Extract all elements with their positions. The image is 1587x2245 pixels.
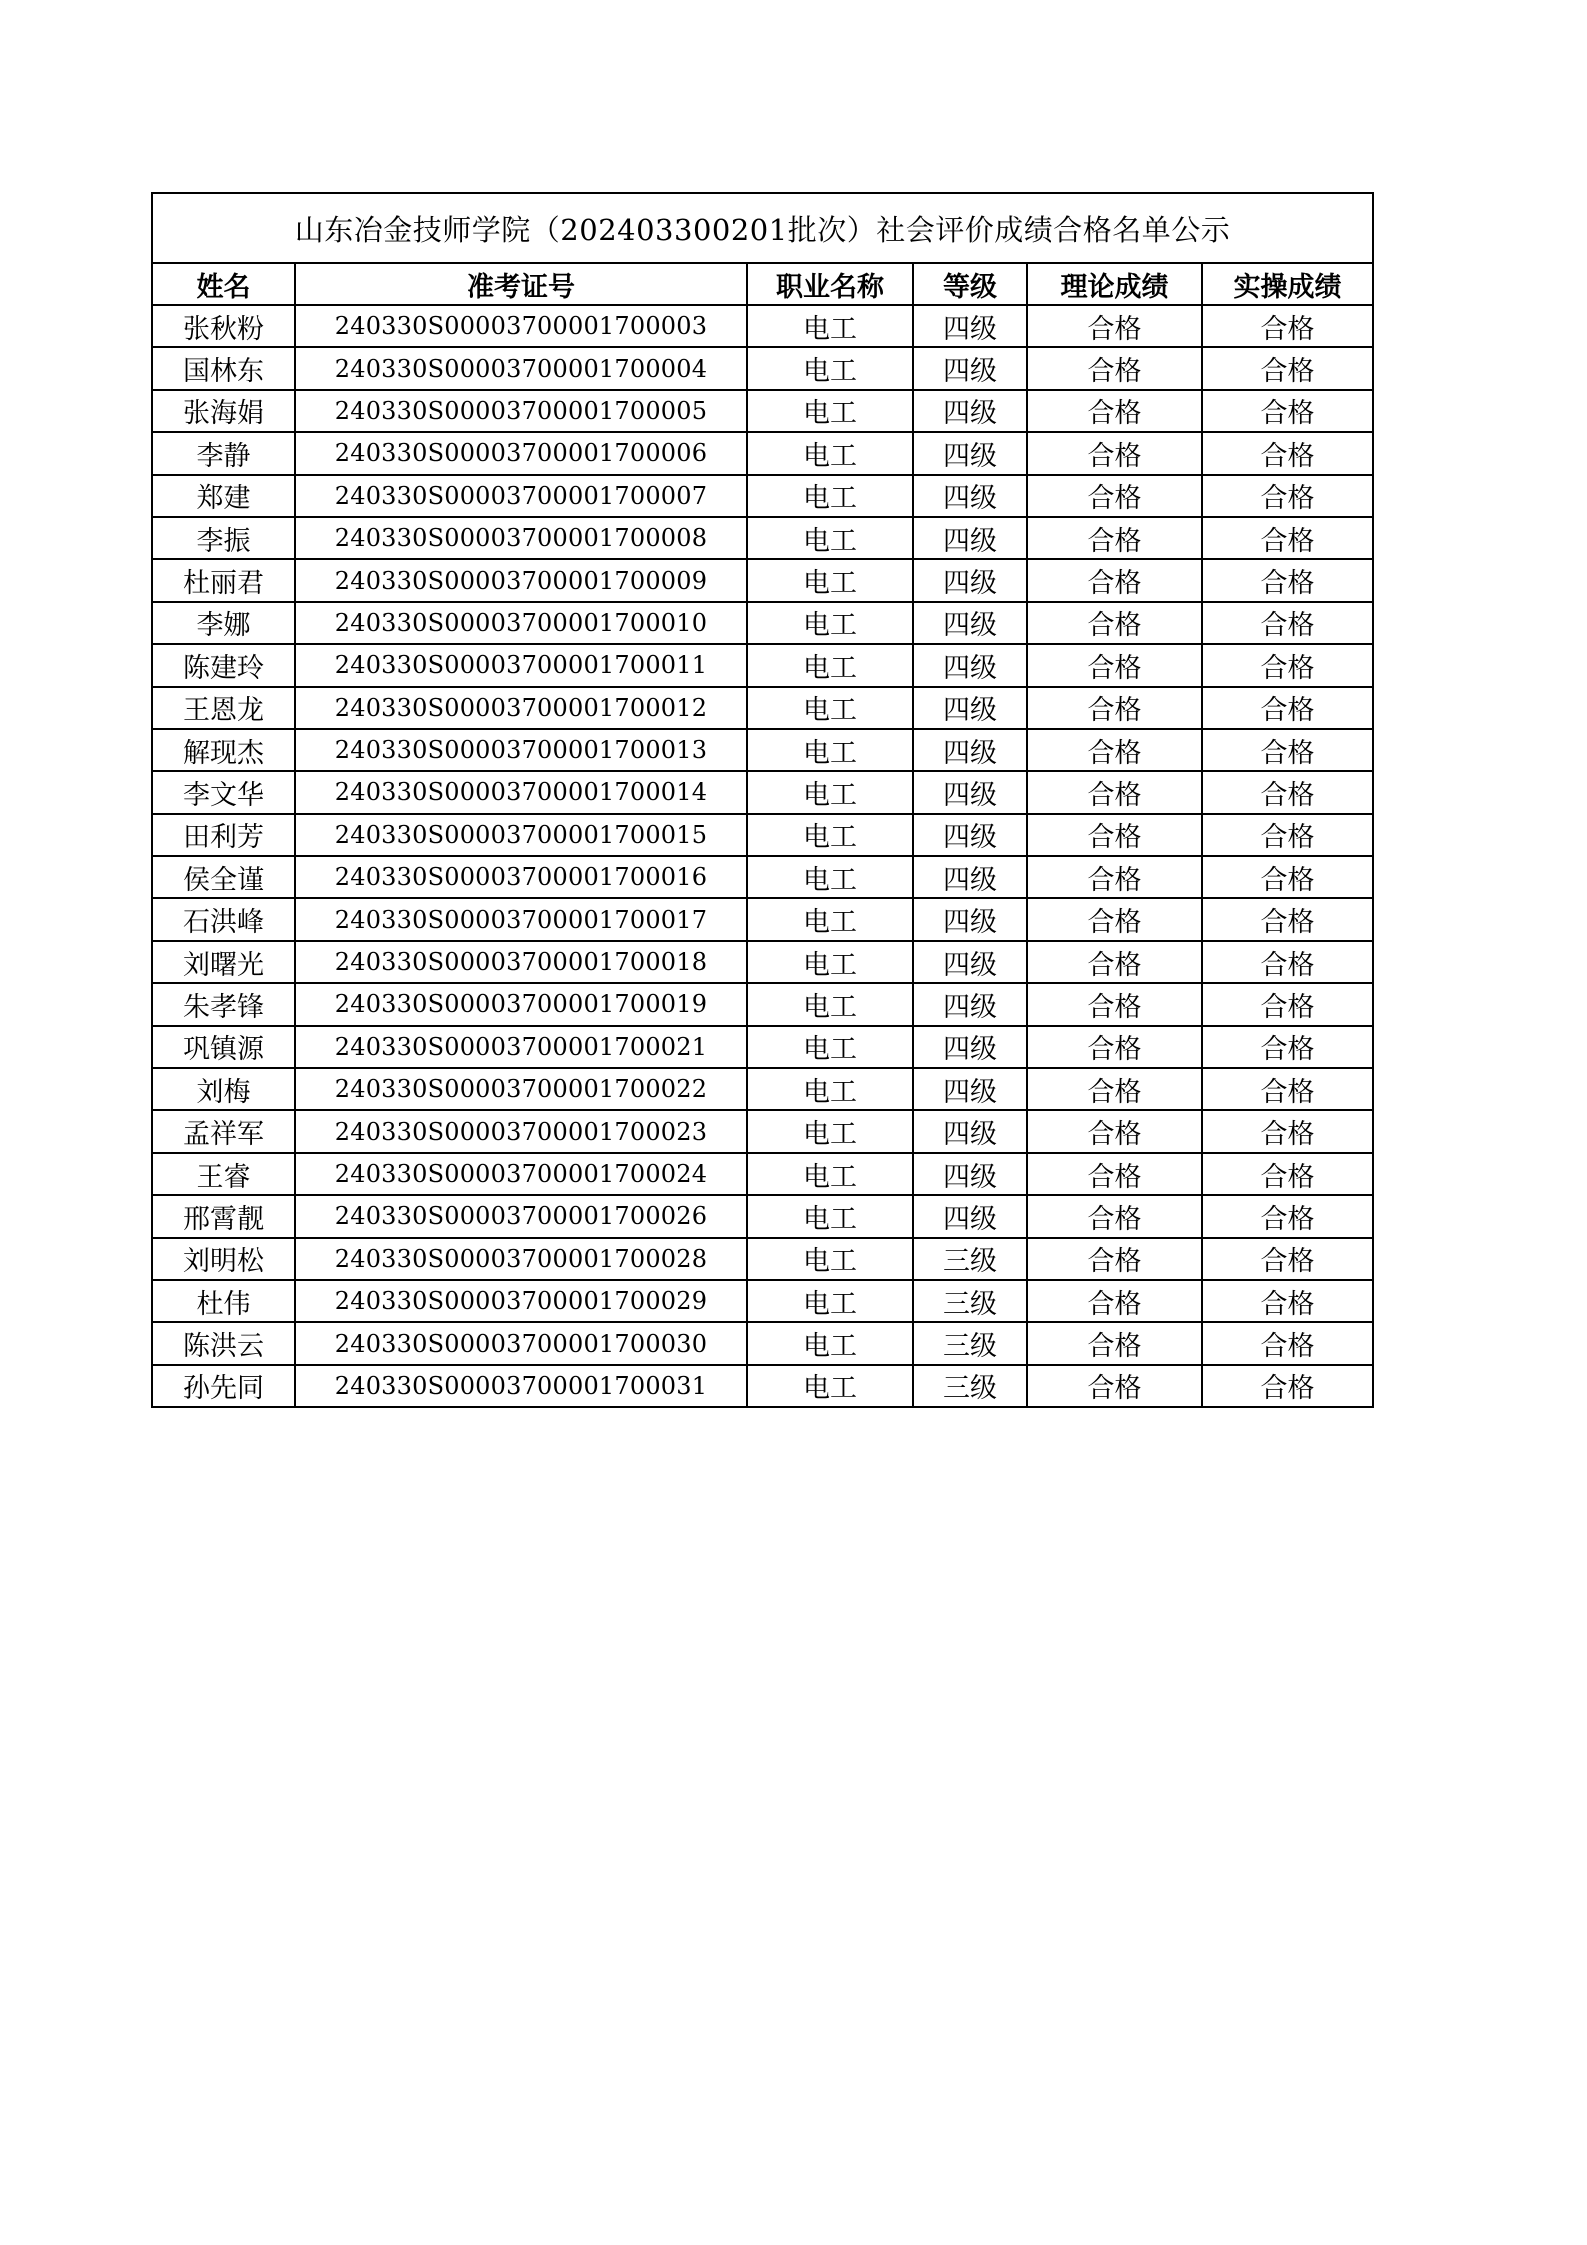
cell-occupation: 电工 (747, 1110, 913, 1152)
cell-level: 四级 (913, 305, 1027, 347)
cell-occupation: 电工 (747, 687, 913, 729)
cell-theory-score: 合格 (1027, 729, 1202, 771)
cell-exam-id: 240330S00003700001700028 (295, 1238, 747, 1280)
cell-practical-score: 合格 (1202, 432, 1373, 474)
cell-level: 四级 (913, 983, 1027, 1025)
table-row (152, 856, 1373, 898)
table-row (152, 1153, 1373, 1195)
cell-occupation: 电工 (747, 432, 913, 474)
cell-exam-id: 240330S00003700001700013 (295, 729, 747, 771)
table-row (152, 1238, 1373, 1280)
cell-name: 侯全谨 (152, 856, 295, 898)
cell-level: 四级 (913, 432, 1027, 474)
cell-occupation: 电工 (747, 1365, 913, 1407)
column-header-occupation: 职业名称 (747, 263, 913, 305)
cell-exam-id: 240330S00003700001700031 (295, 1365, 747, 1407)
table-row (152, 475, 1373, 517)
cell-name: 李静 (152, 432, 295, 474)
cell-occupation: 电工 (747, 1195, 913, 1237)
cell-occupation: 电工 (747, 1280, 913, 1322)
cell-theory-score: 合格 (1027, 1238, 1202, 1280)
table-row (152, 1026, 1373, 1068)
results-table (151, 192, 1374, 1408)
cell-name: 张秋粉 (152, 305, 295, 347)
cell-exam-id: 240330S00003700001700023 (295, 1110, 747, 1152)
cell-exam-id: 240330S00003700001700005 (295, 390, 747, 432)
table-row (152, 814, 1373, 856)
cell-occupation: 电工 (747, 1026, 913, 1068)
cell-practical-score: 合格 (1202, 983, 1373, 1025)
cell-practical-score: 合格 (1202, 1238, 1373, 1280)
cell-occupation: 电工 (747, 1068, 913, 1110)
cell-exam-id: 240330S00003700001700014 (295, 771, 747, 813)
cell-level: 四级 (913, 729, 1027, 771)
cell-theory-score: 合格 (1027, 856, 1202, 898)
column-header-exam-id: 准考证号 (295, 263, 747, 305)
cell-name: 杜丽君 (152, 559, 295, 601)
cell-level: 四级 (913, 1026, 1027, 1068)
cell-practical-score: 合格 (1202, 1322, 1373, 1364)
cell-level: 四级 (913, 771, 1027, 813)
cell-level: 四级 (913, 644, 1027, 686)
cell-name: 孟祥军 (152, 1110, 295, 1152)
cell-practical-score: 合格 (1202, 1110, 1373, 1152)
cell-name: 张海娟 (152, 390, 295, 432)
cell-theory-score: 合格 (1027, 898, 1202, 940)
cell-occupation: 电工 (747, 729, 913, 771)
cell-practical-score: 合格 (1202, 1365, 1373, 1407)
table-row (152, 729, 1373, 771)
cell-theory-score: 合格 (1027, 687, 1202, 729)
cell-exam-id: 240330S00003700001700012 (295, 687, 747, 729)
cell-occupation: 电工 (747, 517, 913, 559)
cell-exam-id: 240330S00003700001700004 (295, 347, 747, 389)
table-row (152, 517, 1373, 559)
cell-level: 四级 (913, 898, 1027, 940)
column-header-theory-score: 理论成绩 (1027, 263, 1202, 305)
cell-name: 李文华 (152, 771, 295, 813)
cell-practical-score: 合格 (1202, 941, 1373, 983)
cell-level: 四级 (913, 1195, 1027, 1237)
cell-theory-score: 合格 (1027, 1153, 1202, 1195)
cell-practical-score: 合格 (1202, 475, 1373, 517)
cell-practical-score: 合格 (1202, 814, 1373, 856)
cell-theory-score: 合格 (1027, 814, 1202, 856)
cell-level: 四级 (913, 347, 1027, 389)
cell-theory-score: 合格 (1027, 1110, 1202, 1152)
table-row (152, 559, 1373, 601)
cell-exam-id: 240330S00003700001700018 (295, 941, 747, 983)
cell-name: 田利芳 (152, 814, 295, 856)
cell-level: 四级 (913, 390, 1027, 432)
cell-theory-score: 合格 (1027, 347, 1202, 389)
table-row (152, 432, 1373, 474)
cell-practical-score: 合格 (1202, 729, 1373, 771)
cell-name: 陈建玲 (152, 644, 295, 686)
column-header-practical-score: 实操成绩 (1202, 263, 1373, 305)
cell-occupation: 电工 (747, 644, 913, 686)
cell-exam-id: 240330S00003700001700007 (295, 475, 747, 517)
cell-name: 邢霄靓 (152, 1195, 295, 1237)
cell-theory-score: 合格 (1027, 475, 1202, 517)
cell-theory-score: 合格 (1027, 1026, 1202, 1068)
cell-theory-score: 合格 (1027, 602, 1202, 644)
cell-theory-score: 合格 (1027, 941, 1202, 983)
cell-theory-score: 合格 (1027, 1322, 1202, 1364)
cell-theory-score: 合格 (1027, 517, 1202, 559)
cell-level: 四级 (913, 856, 1027, 898)
cell-level: 四级 (913, 941, 1027, 983)
cell-level: 四级 (913, 1110, 1027, 1152)
cell-practical-score: 合格 (1202, 390, 1373, 432)
cell-exam-id: 240330S00003700001700015 (295, 814, 747, 856)
cell-occupation: 电工 (747, 856, 913, 898)
table-row (152, 898, 1373, 940)
table-row (152, 941, 1373, 983)
cell-practical-score: 合格 (1202, 856, 1373, 898)
cell-name: 李娜 (152, 602, 295, 644)
cell-exam-id: 240330S00003700001700024 (295, 1153, 747, 1195)
cell-practical-score: 合格 (1202, 517, 1373, 559)
cell-practical-score: 合格 (1202, 1153, 1373, 1195)
cell-level: 四级 (913, 475, 1027, 517)
cell-practical-score: 合格 (1202, 347, 1373, 389)
cell-practical-score: 合格 (1202, 1195, 1373, 1237)
table-row (152, 1365, 1373, 1407)
table-row (152, 390, 1373, 432)
cell-name: 李振 (152, 517, 295, 559)
table-row (152, 644, 1373, 686)
cell-theory-score: 合格 (1027, 559, 1202, 601)
cell-theory-score: 合格 (1027, 1195, 1202, 1237)
cell-name: 杜伟 (152, 1280, 295, 1322)
cell-theory-score: 合格 (1027, 432, 1202, 474)
table-row (152, 1322, 1373, 1364)
header-row (152, 263, 1373, 305)
cell-exam-id: 240330S00003700001700010 (295, 602, 747, 644)
cell-practical-score: 合格 (1202, 305, 1373, 347)
cell-exam-id: 240330S00003700001700029 (295, 1280, 747, 1322)
cell-name: 朱孝锋 (152, 983, 295, 1025)
cell-theory-score: 合格 (1027, 644, 1202, 686)
cell-exam-id: 240330S00003700001700022 (295, 1068, 747, 1110)
table-row (152, 1195, 1373, 1237)
table-row (152, 347, 1373, 389)
cell-name: 刘明松 (152, 1238, 295, 1280)
cell-exam-id: 240330S00003700001700017 (295, 898, 747, 940)
cell-name: 刘曙光 (152, 941, 295, 983)
cell-practical-score: 合格 (1202, 898, 1373, 940)
cell-exam-id: 240330S00003700001700016 (295, 856, 747, 898)
cell-occupation: 电工 (747, 475, 913, 517)
cell-exam-id: 240330S00003700001700008 (295, 517, 747, 559)
cell-occupation: 电工 (747, 941, 913, 983)
table-row (152, 1068, 1373, 1110)
cell-practical-score: 合格 (1202, 771, 1373, 813)
cell-exam-id: 240330S00003700001700030 (295, 1322, 747, 1364)
cell-occupation: 电工 (747, 602, 913, 644)
cell-level: 四级 (913, 814, 1027, 856)
cell-level: 四级 (913, 1068, 1027, 1110)
cell-occupation: 电工 (747, 1238, 913, 1280)
page-title: 山东冶金技师学院（202403300201批次）社会评价成绩合格名单公示 (152, 193, 1373, 263)
cell-level: 四级 (913, 687, 1027, 729)
cell-name: 国林东 (152, 347, 295, 389)
cell-practical-score: 合格 (1202, 1026, 1373, 1068)
cell-exam-id: 240330S00003700001700011 (295, 644, 747, 686)
cell-practical-score: 合格 (1202, 1068, 1373, 1110)
cell-exam-id: 240330S00003700001700006 (295, 432, 747, 474)
cell-level: 三级 (913, 1365, 1027, 1407)
cell-practical-score: 合格 (1202, 687, 1373, 729)
cell-practical-score: 合格 (1202, 644, 1373, 686)
cell-occupation: 电工 (747, 390, 913, 432)
cell-occupation: 电工 (747, 898, 913, 940)
cell-occupation: 电工 (747, 771, 913, 813)
cell-theory-score: 合格 (1027, 983, 1202, 1025)
cell-name: 王恩龙 (152, 687, 295, 729)
cell-occupation: 电工 (747, 1322, 913, 1364)
cell-theory-score: 合格 (1027, 771, 1202, 813)
cell-occupation: 电工 (747, 305, 913, 347)
cell-level: 四级 (913, 1153, 1027, 1195)
table-row (152, 771, 1373, 813)
cell-exam-id: 240330S00003700001700019 (295, 983, 747, 1025)
table-row (152, 305, 1373, 347)
cell-practical-score: 合格 (1202, 1280, 1373, 1322)
cell-level: 四级 (913, 602, 1027, 644)
cell-theory-score: 合格 (1027, 1068, 1202, 1110)
cell-name: 郑建 (152, 475, 295, 517)
cell-exam-id: 240330S00003700001700026 (295, 1195, 747, 1237)
table-row (152, 687, 1373, 729)
cell-occupation: 电工 (747, 1153, 913, 1195)
cell-level: 四级 (913, 559, 1027, 601)
column-header-level: 等级 (913, 263, 1027, 305)
cell-name: 陈洪云 (152, 1322, 295, 1364)
cell-name: 孙先同 (152, 1365, 295, 1407)
cell-name: 王睿 (152, 1153, 295, 1195)
cell-level: 三级 (913, 1238, 1027, 1280)
cell-theory-score: 合格 (1027, 1365, 1202, 1407)
cell-theory-score: 合格 (1027, 1280, 1202, 1322)
cell-theory-score: 合格 (1027, 305, 1202, 347)
cell-occupation: 电工 (747, 983, 913, 1025)
table-row (152, 1280, 1373, 1322)
title-row (152, 193, 1373, 263)
cell-theory-score: 合格 (1027, 390, 1202, 432)
cell-name: 刘梅 (152, 1068, 295, 1110)
cell-exam-id: 240330S00003700001700003 (295, 305, 747, 347)
table-row (152, 983, 1373, 1025)
cell-occupation: 电工 (747, 347, 913, 389)
cell-exam-id: 240330S00003700001700009 (295, 559, 747, 601)
cell-occupation: 电工 (747, 814, 913, 856)
cell-level: 四级 (913, 517, 1027, 559)
cell-exam-id: 240330S00003700001700021 (295, 1026, 747, 1068)
cell-name: 解现杰 (152, 729, 295, 771)
table-row (152, 602, 1373, 644)
cell-practical-score: 合格 (1202, 602, 1373, 644)
cell-level: 三级 (913, 1280, 1027, 1322)
table-body (152, 305, 1373, 1407)
cell-occupation: 电工 (747, 559, 913, 601)
cell-name: 巩镇源 (152, 1026, 295, 1068)
table-row (152, 1110, 1373, 1152)
cell-name: 石洪峰 (152, 898, 295, 940)
column-header-name: 姓名 (152, 263, 295, 305)
cell-practical-score: 合格 (1202, 559, 1373, 601)
cell-level: 三级 (913, 1322, 1027, 1364)
